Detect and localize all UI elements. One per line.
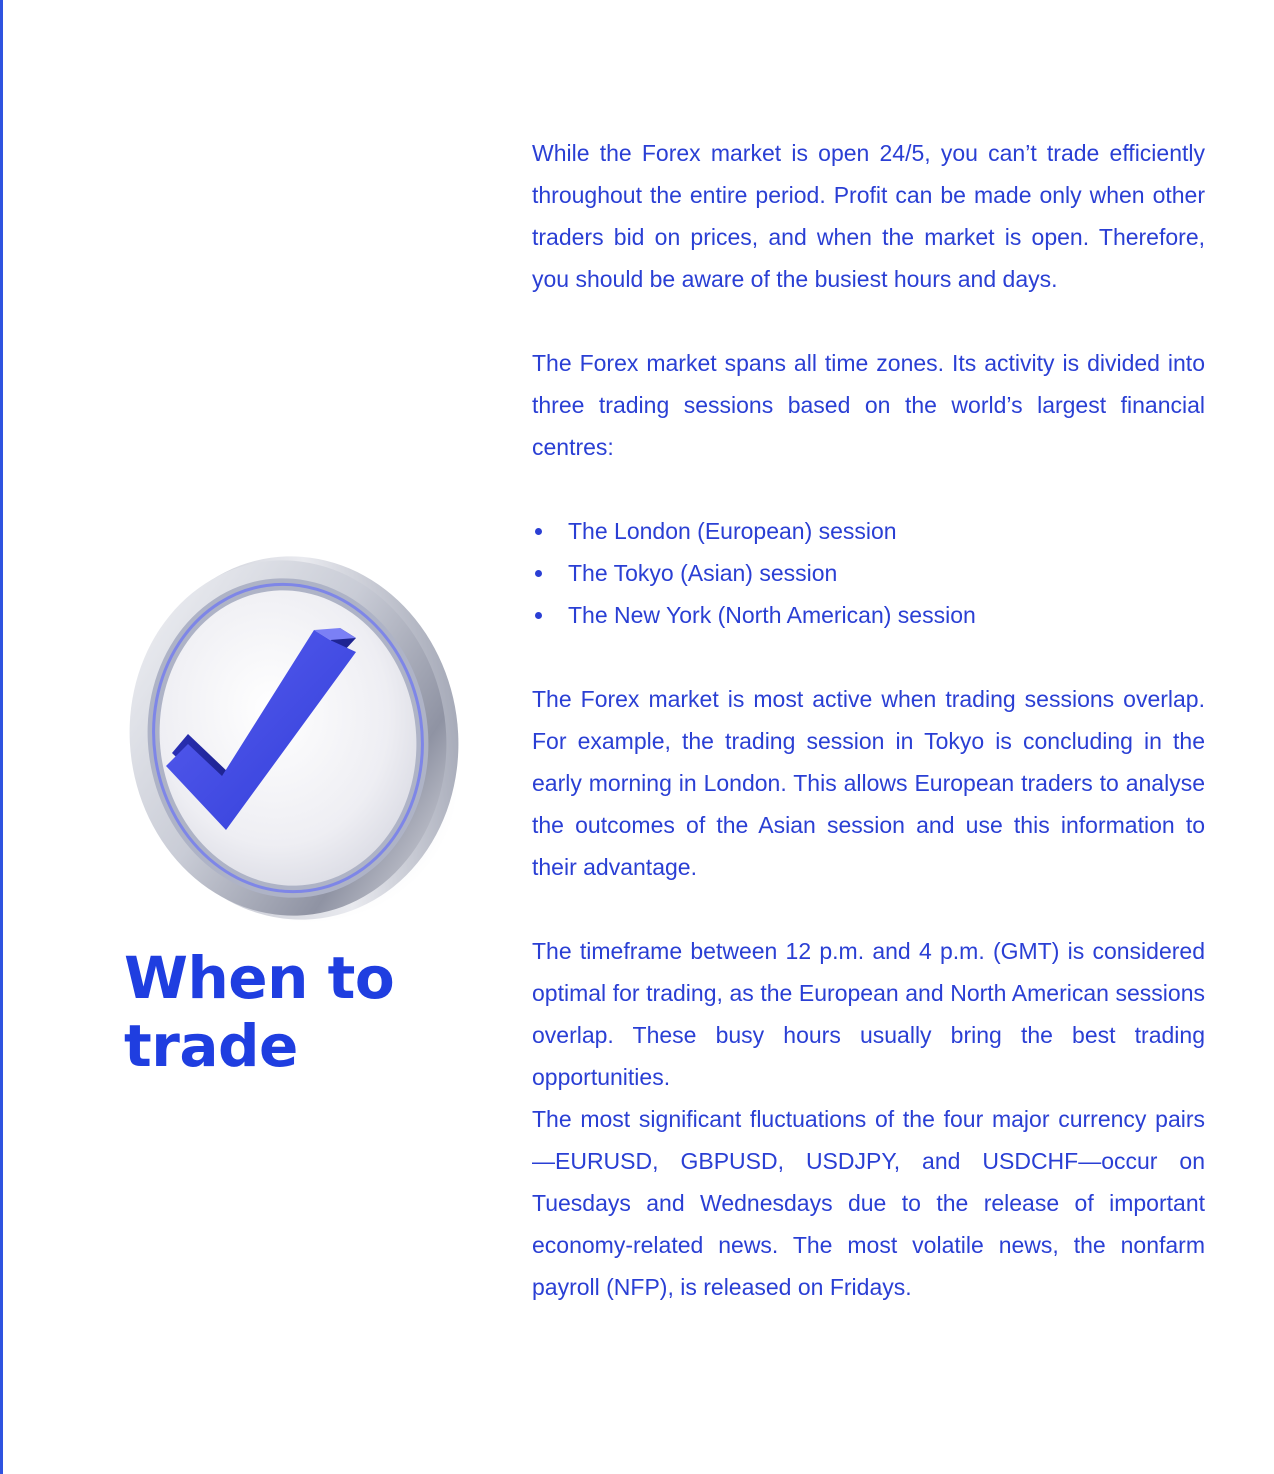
left-edge-line bbox=[0, 0, 3, 1474]
overlap-paragraph: The Forex market is most active when trading sessions overlap. For example, the trading session in Tokyo is concluding in the early morning in London. This allows European traders to analyse the outcomes of the Asian session and use this information to their advantage. bbox=[532, 686, 1205, 880]
fluctuations-paragraph: The most significant fluctuations of the four major currency pairs—EURUSD, GBPUSD, USDJPY, and USDCHF—occur on Tuesdays and Wednesdays due to the release of important economy-related news. The most volatile news, the nonfarm payroll (NFP), is released on Fridays. bbox=[532, 1106, 1205, 1300]
checkmark-icon bbox=[118, 548, 468, 938]
section-heading bbox=[124, 944, 484, 1080]
list-item-label: The Tokyo (Asian) session bbox=[568, 560, 838, 586]
list-item bbox=[532, 552, 1205, 594]
bullet-icon bbox=[535, 528, 542, 535]
intro-paragraph: While the Forex market is open 24/5, you can’t trade efficiently throughout the entire period. Profit can be made only when other traders bid on prices, and when the market is open. Therefore, you should be aware of the busiest hours and days. bbox=[532, 140, 1205, 292]
list-item-label: The New York (North American) session bbox=[568, 602, 976, 628]
bullet-icon bbox=[535, 612, 542, 619]
list-item bbox=[532, 594, 1205, 636]
body-text bbox=[532, 132, 1205, 1308]
bullet-icon bbox=[535, 570, 542, 577]
list-item bbox=[532, 510, 1205, 552]
heading-line-1: When to bbox=[124, 944, 395, 1012]
list-item-label: The London (European) session bbox=[568, 518, 897, 544]
trading-sessions-list bbox=[532, 510, 1205, 636]
time-zones-paragraph: The Forex market spans all time zones. Its activity is divided into three trading sessions based on the world’s largest financial centres: bbox=[532, 350, 1205, 460]
timeframe-paragraph: The timeframe between 12 p.m. and 4 p.m. (GMT) is considered optimal for trading, as the European and North American sessions overlap. These busy hours usually bring the best trading opportunities. bbox=[532, 938, 1205, 1090]
checkmark-badge-illustration bbox=[118, 548, 468, 938]
heading-line-2: trade bbox=[124, 1012, 298, 1080]
